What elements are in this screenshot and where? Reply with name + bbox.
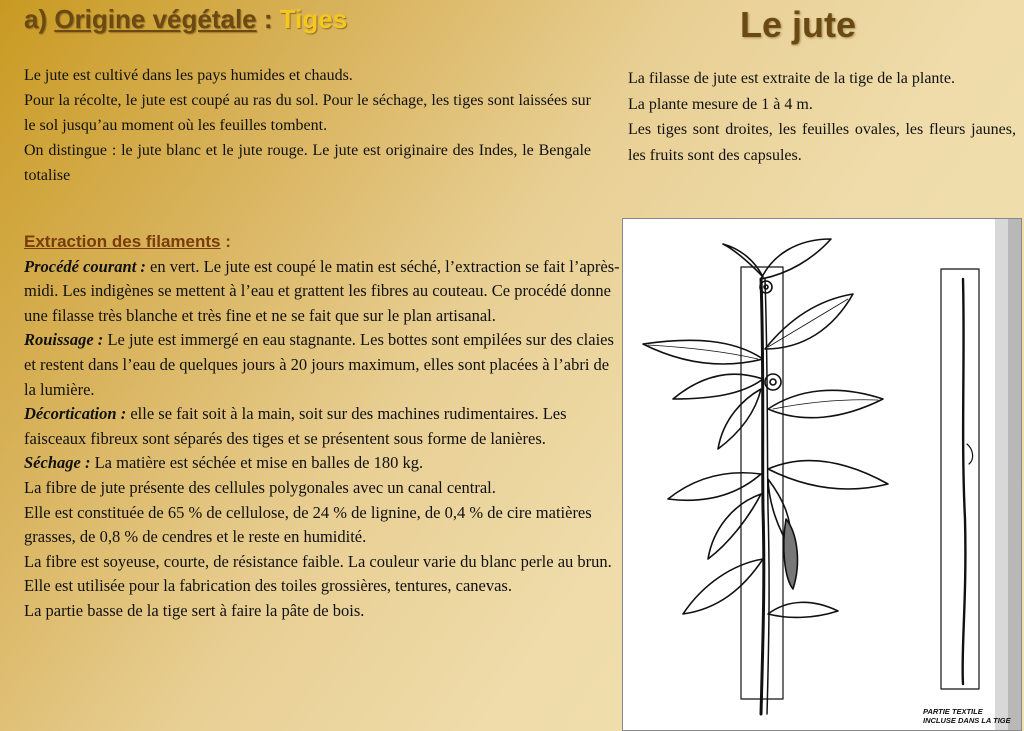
intro-text: [24, 63, 591, 188]
fibre-paragraph: La fibre est soyeuse, courte, de résistance faible. La couleur varie du blanc perle au brun.: [24, 551, 612, 571]
decortication-label: Décortication :: [24, 404, 127, 424]
section-heading: [24, 4, 347, 35]
top-leaf-left: [723, 244, 763, 277]
decortication-text: elle se fait soit à la main, soit sur des machines rudimentaires. Les faisceaux fibreux sont séparés des tiges et se présentent sous forme de lanières.: [24, 404, 567, 448]
leaf-upper-left: [643, 340, 763, 364]
fibre-paragraph: La fibre de jute présente des cellules polygonales avec un canal central.: [24, 477, 496, 497]
description-paragraph: La plante mesure de 1 à 4 m.: [628, 95, 813, 113]
leaf-mid-left: [673, 374, 763, 399]
rouissage-label: Rouissage :: [24, 330, 104, 350]
intro-paragraph: Le jute est cultivé dans les pays humides et chauds.: [24, 67, 353, 84]
jute-plant-illustration: [622, 218, 1022, 731]
main-stem: [761, 279, 764, 714]
intro-paragraph: On distingue : le jute blanc et le jute rouge. Le jute est originaire des Indes, le Bengale totalise: [24, 142, 591, 184]
leaf-mid-right: [768, 390, 883, 417]
procede-label: Procédé courant :: [24, 256, 146, 276]
leaf-mid-left-lower: [718, 389, 761, 449]
rouissage-text: Le jute est immergé en eau stagnante. Les bottes sont empilées sur des claies et restent dans l’eau de quelques jours à 20 jours maximum, elles sont placées à l’abri de la lumière.: [24, 330, 614, 399]
stem-section-node: [967, 444, 973, 464]
leaf-lower-right: [768, 461, 888, 489]
plant-description: [628, 66, 1016, 168]
extraction-heading: [24, 230, 622, 255]
top-leaf-right: [761, 239, 831, 279]
stem-section: [963, 279, 966, 684]
jute-plant-drawing: [623, 219, 1022, 731]
sechage-label: Séchage :: [24, 453, 91, 473]
extraction-heading-text: Extraction des filaments: [24, 232, 221, 251]
page-edge-shadow-dark: [1008, 219, 1022, 731]
leaf-lower-left: [668, 473, 761, 501]
stem-section-frame: [941, 269, 979, 689]
extraction-section: [24, 230, 622, 624]
leaf-lower-left-small: [708, 494, 761, 559]
sechage-paragraph: [24, 451, 622, 476]
description-paragraph: Les tiges sont droites, les feuilles ovales, les fleurs jaunes, les fruits sont des capsules.: [628, 121, 1016, 164]
description-paragraph: La filasse de jute est extraite de la tige de la plante.: [628, 70, 955, 87]
heading-main: Origine végétale: [54, 4, 257, 34]
procede-text: en vert. Le jute est coupé le matin est séché, l’extraction se fait l’après-midi. Les indigènes se mettent à l’eau et grattent les fibres au couteau. Ce procédé donne une filasse très blanche et très fine et ne se fait que sur le plan artisanal.: [24, 256, 620, 325]
middle-flower-center: [770, 379, 776, 385]
sechage-text: La matière est séchée et mise en balles de 180 kg.: [90, 453, 424, 473]
heading-separator: :: [256, 4, 280, 34]
heading-sub: Tiges: [279, 4, 348, 34]
plant-caption-line: PARTIE TEXTILE: [923, 707, 983, 716]
rouissage-paragraph: [24, 328, 622, 402]
leaf-bottom-left: [683, 559, 763, 614]
leaf-bottom-right: [768, 602, 838, 617]
fibre-paragraph: La partie basse de la tige sert à faire la pâte de bois.: [24, 600, 365, 620]
seed-capsule: [784, 519, 798, 589]
decortication-paragraph: [24, 402, 622, 451]
fibre-paragraph: Elle est utilisée pour la fabrication des toiles grossières, tentures, canevas.: [24, 576, 512, 596]
plant-caption: [923, 707, 1011, 725]
fibre-paragraph: Elle est constituée de 65 % de cellulose, de 24 % de lignine, de 0,4 % de cire matières grasses, de 0,8 % de cendres et le reste en humidité.: [24, 502, 592, 547]
heading-prefix: a): [24, 4, 55, 34]
plant-caption-line: INCLUSE DANS LA TIGE: [923, 716, 1011, 725]
procede-paragraph: [24, 255, 622, 329]
intro-paragraph: Pour la récolte, le jute est coupé au ras du sol. Pour le séchage, les tiges sont laissées sur le sol jusqu’au moment où les feuilles tombent.: [24, 92, 591, 134]
extraction-heading-suffix: :: [220, 232, 231, 251]
slide-title: Le jute: [740, 4, 857, 45]
